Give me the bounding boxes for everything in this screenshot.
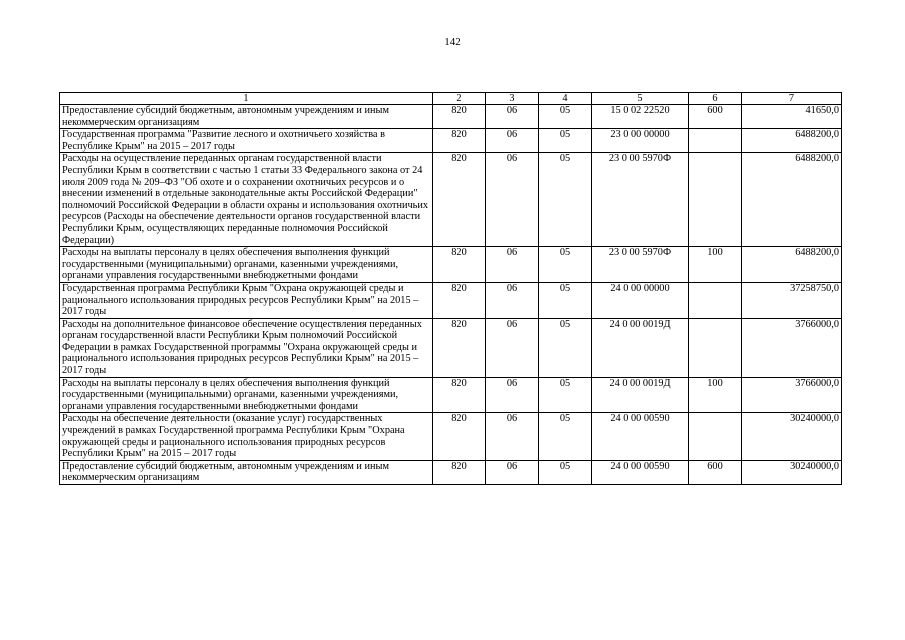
row-amount: 37258750,0 bbox=[742, 282, 842, 318]
row-section-code: 06 bbox=[486, 413, 539, 460]
row-target-article: 24 0 00 0019Д bbox=[592, 318, 689, 377]
row-ministry-code: 820 bbox=[433, 413, 486, 460]
row-section-code: 06 bbox=[486, 105, 539, 129]
row-expense-type bbox=[689, 318, 742, 377]
row-target-article: 24 0 00 00000 bbox=[592, 282, 689, 318]
budget-table bbox=[59, 92, 842, 485]
row-subsection-code: 05 bbox=[539, 153, 592, 247]
row-subsection-code: 05 bbox=[539, 247, 592, 283]
row-description: Расходы на дополнительное финансовое обеспечение осуществления переданных органам государственной власти Республики Крым полномочий Российской Федерации в рамках Государственной программы "Охрана окружающей среды и рационального использования природных ресурсов Республики Крым" на 2015 – 2017 годы bbox=[60, 318, 433, 377]
row-expense-type bbox=[689, 413, 742, 460]
row-section-code: 06 bbox=[486, 318, 539, 377]
row-description: Государственная программа "Развитие лесного и охотничьего хозяйства в Республике Крым" на 2015 – 2017 годы bbox=[60, 129, 433, 153]
row-subsection-code: 05 bbox=[539, 377, 592, 413]
budget-table-body bbox=[60, 105, 842, 485]
row-expense-type bbox=[689, 129, 742, 153]
row-subsection-code: 05 bbox=[539, 129, 592, 153]
header-col-7: 7 bbox=[742, 93, 842, 105]
row-description: Расходы на выплаты персоналу в целях обеспечения выполнения функций государственными (муниципальными) органами, казенными учреждениями, органами управления государственными внебюджетными фондами bbox=[60, 247, 433, 283]
row-amount: 30240000,0 bbox=[742, 413, 842, 460]
row-description: Предоставление субсидий бюджетным, автономным учреждениям и иным некоммерческим организациям bbox=[60, 460, 433, 484]
row-amount: 30240000,0 bbox=[742, 460, 842, 484]
row-amount: 6488200,0 bbox=[742, 129, 842, 153]
row-subsection-code: 05 bbox=[539, 413, 592, 460]
row-target-article: 24 0 00 00590 bbox=[592, 460, 689, 484]
row-description: Предоставление субсидий бюджетным, автономным учреждениям и иным некоммерческим организациям bbox=[60, 105, 433, 129]
table-row bbox=[60, 247, 842, 283]
row-amount: 41650,0 bbox=[742, 105, 842, 129]
row-section-code: 06 bbox=[486, 153, 539, 247]
header-row bbox=[60, 93, 842, 105]
page-number: 142 bbox=[444, 36, 461, 48]
row-expense-type: 100 bbox=[689, 377, 742, 413]
table-row bbox=[60, 153, 842, 247]
row-section-code: 06 bbox=[486, 282, 539, 318]
row-description: Расходы на осуществление переданных органам государственной власти Республики Крым в соответствии с частью 1 статьи 33 Федерального закона от 24 июля 2009 года № 209–ФЗ "Об охоте и о сохранении охотничьих ресурсов и о внесении изменений в отдельные законодательные акты Российской Федерации" полномочий Российской Федерации в области охраны и использования охотничьих ресурсов (Расходы на обеспечение деятельности органов государственной власти Республики Крым, осуществляющих переданные полномочия Российской Федерации) bbox=[60, 153, 433, 247]
header-col-5: 5 bbox=[592, 93, 689, 105]
header-col-2: 2 bbox=[433, 93, 486, 105]
header-col-4: 4 bbox=[539, 93, 592, 105]
row-amount: 3766000,0 bbox=[742, 377, 842, 413]
row-amount: 6488200,0 bbox=[742, 153, 842, 247]
row-ministry-code: 820 bbox=[433, 105, 486, 129]
header-col-3: 3 bbox=[486, 93, 539, 105]
row-expense-type bbox=[689, 153, 742, 247]
row-ministry-code: 820 bbox=[433, 247, 486, 283]
row-target-article: 23 0 00 5970Ф bbox=[592, 247, 689, 283]
table-row bbox=[60, 413, 842, 460]
row-expense-type: 600 bbox=[689, 460, 742, 484]
row-subsection-code: 05 bbox=[539, 282, 592, 318]
table-row bbox=[60, 282, 842, 318]
row-ministry-code: 820 bbox=[433, 153, 486, 247]
row-description: Расходы на выплаты персоналу в целях обеспечения выполнения функций государственными (муниципальными) органами, казенными учреждениями, органами управления государственными внебюджетными фондами bbox=[60, 377, 433, 413]
row-section-code: 06 bbox=[486, 129, 539, 153]
row-target-article: 15 0 02 22520 bbox=[592, 105, 689, 129]
row-expense-type bbox=[689, 282, 742, 318]
row-section-code: 06 bbox=[486, 247, 539, 283]
row-subsection-code: 05 bbox=[539, 105, 592, 129]
row-description: Государственная программа Республики Крым "Охрана окружающей среды и рационального использования природных ресурсов Республики Крым" на 2015 – 2017 годы bbox=[60, 282, 433, 318]
row-ministry-code: 820 bbox=[433, 460, 486, 484]
row-expense-type: 600 bbox=[689, 105, 742, 129]
row-expense-type: 100 bbox=[689, 247, 742, 283]
table-row bbox=[60, 377, 842, 413]
table-row bbox=[60, 318, 842, 377]
row-target-article: 24 0 00 00590 bbox=[592, 413, 689, 460]
row-ministry-code: 820 bbox=[433, 377, 486, 413]
row-target-article: 23 0 00 5970Ф bbox=[592, 153, 689, 247]
row-subsection-code: 05 bbox=[539, 318, 592, 377]
row-target-article: 24 0 00 0019Д bbox=[592, 377, 689, 413]
header-col-6: 6 bbox=[689, 93, 742, 105]
row-ministry-code: 820 bbox=[433, 129, 486, 153]
row-target-article: 23 0 00 00000 bbox=[592, 129, 689, 153]
table-row bbox=[60, 105, 842, 129]
row-subsection-code: 05 bbox=[539, 460, 592, 484]
table-row bbox=[60, 460, 842, 484]
header-col-1: 1 bbox=[60, 93, 433, 105]
row-amount: 3766000,0 bbox=[742, 318, 842, 377]
row-ministry-code: 820 bbox=[433, 282, 486, 318]
row-amount: 6488200,0 bbox=[742, 247, 842, 283]
row-section-code: 06 bbox=[486, 377, 539, 413]
row-section-code: 06 bbox=[486, 460, 539, 484]
row-ministry-code: 820 bbox=[433, 318, 486, 377]
table-row bbox=[60, 129, 842, 153]
row-description: Расходы на обеспечение деятельности (оказание услуг) государственных учреждений в рамках Государственной программа Республики Крым "Охрана окружающей среды и рационального использования природных ресурсов Республики Крым" на 2015 – 2017 годы bbox=[60, 413, 433, 460]
